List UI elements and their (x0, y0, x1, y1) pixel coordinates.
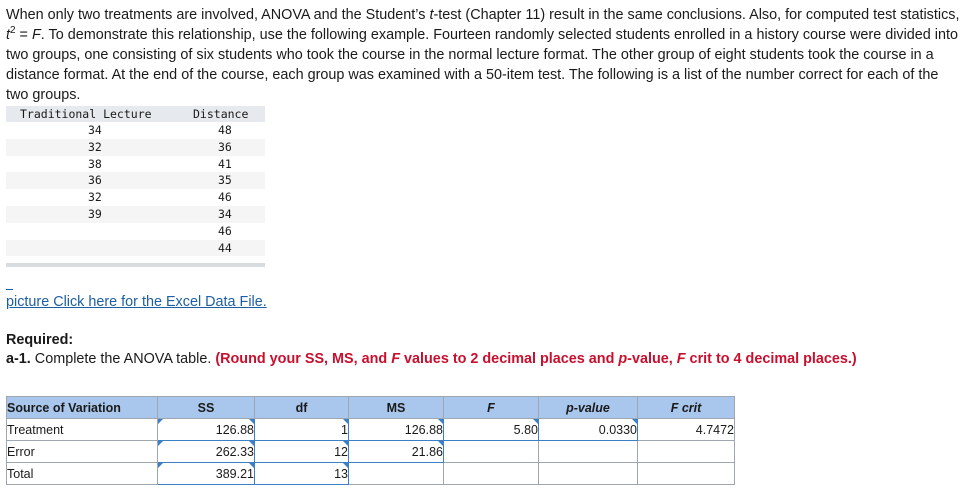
ms-input[interactable] (349, 441, 444, 463)
f-crit-cell (638, 463, 735, 485)
intro-text: . To demonstrate this relationship, use the following example. Fourteen randomly selected students enrolled in a history course were divided into two groups, one consisting of six students who took the course in the normal lecture format. The other group of eight students took the course in a distance format. At the end of the course, each group was examined with a 50-item test. The following is a list of the number correct for each of the two groups. (6, 27, 959, 103)
flag-icon (632, 419, 637, 424)
ss-input[interactable] (158, 463, 255, 485)
f-crit-input[interactable] (638, 419, 735, 441)
f-cell (444, 441, 539, 463)
f-symbol: F (676, 351, 686, 367)
flag-icon (249, 441, 254, 446)
instr-text: -value, (627, 351, 677, 367)
ms-input[interactable] (349, 419, 444, 441)
cell: 34 (88, 123, 102, 137)
f-symbol: F (391, 351, 401, 367)
source-label: Treatment (7, 419, 158, 441)
header-ms: MS (349, 397, 444, 419)
data-row (6, 156, 265, 173)
instr-text: (Round your SS, MS, and (215, 351, 392, 367)
header-source: Source of Variation (7, 397, 158, 419)
header-df: df (255, 397, 349, 419)
df-input[interactable] (255, 463, 349, 485)
data-row (6, 139, 265, 156)
t-symbol: t (6, 27, 10, 43)
flag-icon (158, 463, 163, 468)
flag-icon (343, 463, 348, 468)
header-traditional-lecture: Traditional Lecture (20, 107, 152, 121)
flag-icon (438, 441, 443, 446)
data-row (6, 206, 265, 223)
question-text: Complete the ANOVA table. (30, 351, 216, 367)
t-symbol: t (429, 7, 434, 23)
cell: 35 (218, 173, 232, 188)
source-label: Total (7, 463, 158, 485)
ss-input[interactable] (158, 441, 255, 463)
data-row (6, 172, 265, 189)
p-value-cell (539, 463, 638, 485)
required-heading: Required: (6, 332, 74, 348)
problem-statement (6, 5, 961, 105)
instr-text: crit to 4 decimal places.) (685, 351, 857, 367)
p-symbol: p (618, 351, 628, 367)
data-row (6, 240, 265, 257)
rounding-instruction (215, 351, 856, 367)
flag-icon (158, 441, 163, 446)
intro-text: = (15, 27, 32, 43)
f-crit-value: 4.7472 (695, 422, 734, 437)
header-ss: SS (158, 397, 255, 419)
f-symbol: F (31, 27, 41, 43)
anova-table (6, 396, 735, 485)
p-value-input[interactable] (539, 419, 638, 441)
anova-header-row (7, 397, 735, 419)
cell: 44 (218, 240, 232, 255)
f-value: 5.80 (513, 422, 538, 437)
intro-text: When only two treatments are involved, ANOVA and the Student’s (6, 7, 430, 23)
cell: 39 (88, 206, 102, 221)
df-value: 12 (334, 444, 348, 459)
flag-icon (249, 419, 254, 424)
question-label: a-1. (6, 351, 31, 367)
data-table-body (6, 122, 265, 256)
p-value: 0.0330 (598, 422, 637, 437)
f-crit-cell (638, 441, 735, 463)
ss-value: 389.21 (215, 466, 254, 481)
flag-icon (438, 419, 443, 424)
anova-row-total (7, 463, 735, 485)
p-value-cell (539, 441, 638, 463)
flag-icon (249, 463, 254, 468)
anova-row-error (7, 441, 735, 463)
cell: 36 (88, 173, 102, 188)
data-row (6, 189, 265, 206)
table-scrollbar[interactable] (6, 263, 265, 267)
df-value: 13 (334, 466, 348, 481)
ss-input[interactable] (158, 419, 255, 441)
df-value: 1 (341, 422, 348, 437)
cell: 34 (218, 206, 232, 221)
header-f-crit: F crit (638, 397, 735, 419)
ss-value: 262.33 (215, 444, 254, 459)
flag-icon (343, 419, 348, 424)
superscript: 2 (10, 25, 16, 36)
header-p-value: p-value (539, 397, 638, 419)
header-f: F (444, 397, 539, 419)
excel-data-file-link[interactable]: picture Click here for the Excel Data File. (6, 294, 267, 310)
flag-icon (343, 441, 348, 446)
flag-icon (533, 419, 538, 424)
cell: 32 (88, 139, 102, 154)
question-a1 (6, 351, 857, 367)
ms-value: 21.86 (411, 444, 443, 459)
intro-text: -test (Chapter 11) result in the same conclusions. Also, for computed test statistics, (433, 7, 960, 23)
image-placeholder-icon (6, 289, 13, 290)
f-input[interactable] (444, 419, 539, 441)
df-input[interactable] (255, 441, 349, 463)
cell: 48 (218, 123, 232, 137)
header-distance: Distance (193, 107, 249, 121)
flag-icon (158, 419, 163, 424)
cell: 46 (218, 190, 232, 205)
f-cell (444, 463, 539, 485)
ss-value: 126.88 (215, 422, 254, 437)
source-label: Error (7, 441, 158, 463)
cell: 38 (88, 156, 102, 171)
cell: 36 (218, 139, 232, 154)
df-input[interactable] (255, 419, 349, 441)
data-table-header (6, 106, 265, 122)
cell: 32 (88, 190, 102, 205)
anova-row-treatment (7, 419, 735, 441)
data-table (6, 106, 265, 256)
instr-text: values to 2 decimal places and (400, 351, 619, 367)
ms-cell (349, 463, 444, 485)
data-row (6, 223, 265, 240)
cell: 41 (218, 156, 232, 171)
cell: 46 (218, 223, 232, 238)
ms-value: 126.88 (404, 422, 443, 437)
data-row (6, 122, 265, 139)
